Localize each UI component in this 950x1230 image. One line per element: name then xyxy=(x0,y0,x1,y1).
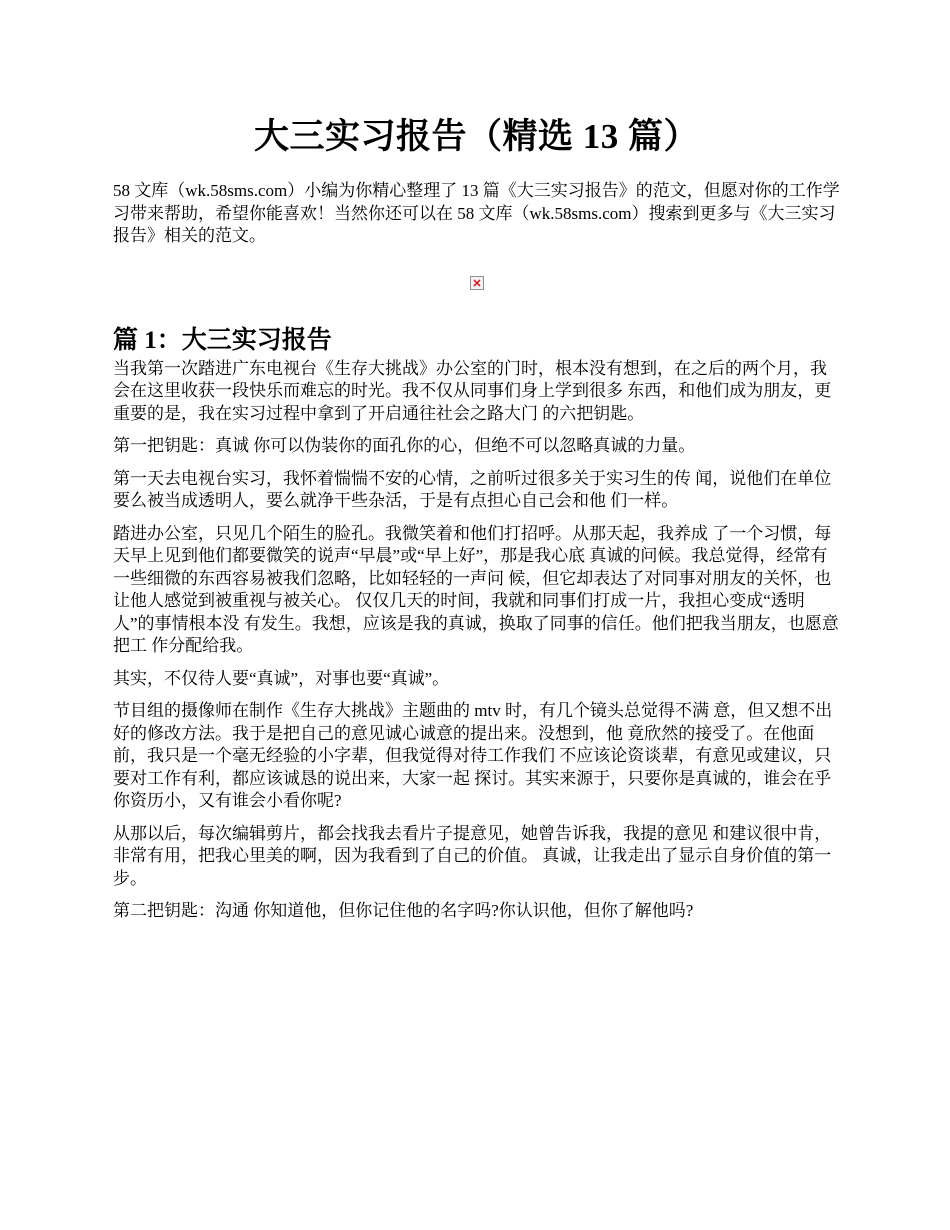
article-body xyxy=(113,358,840,923)
document-title: 大三实习报告（精选 13 篇） xyxy=(253,117,699,156)
body-paragraph: 从那以后，每次编辑剪片，都会找我去看片子提意见，她曾告诉我，我提的意见 和建议很中肯，非常有用，把我心里美的啊，因为我看到了自己的价值。 真诚，让我走出了显示自身价值的第一步。 xyxy=(113,823,832,888)
section-heading: 篇 1：大三实习报告 xyxy=(113,326,332,354)
body-paragraph: 第一天去电视台实习，我怀着惴惴不安的心情，之前听过很多关于实习生的传 闻，说他们在单位要么被当成透明人，要么就净干些杂活，于是有点担心自己会和他 们一样。 xyxy=(113,468,832,510)
intro-paragraph: 58 文库（wk.58sms.com）小编为你精心整理了 13 篇《大三实习报告》的范文，但愿对你的工作学习带来帮助，希望你能喜欢！当然你还可以在 58 文库（wk.58sms.com）搜索到更多与《大三实习报告》相关的范文。 xyxy=(113,181,840,245)
body-paragraph: 踏进办公室，只见几个陌生的脸孔。我微笑着和他们打招呼。从那天起，我养成 了一个习惯，每天早上见到他们都要微笑的说声“早晨”或“早上好”，那是我心底 真诚的问候。我总觉得，经常有一些细微的东西容易被我们忽略，比如轻轻的一声问 候，但它却表达了对同事对朋友的关怀，也让他人感觉到被重视与被关心。 仅仅几天的时间，我就和同事们打成一片，我担心变成“透明人”的事情根本没 有发生。我想，应该是我的真诚，换取了同事的信任。他们把我当朋友，也愿意把工 作分配给我。 xyxy=(113,523,839,655)
body-paragraph: 当我第一次踏进广东电视台《生存大挑战》办公室的门时，根本没有想到，在之后的两个月，我会在这里收获一段快乐而难忘的时光。我不仅从同事们身上学到很多 东西，和他们成为朋友，更重要的是，我在实习过程中拿到了开启通往社会之路大门 的六把钥匙。 xyxy=(113,358,832,423)
red-x-icon xyxy=(473,279,481,287)
broken-image-icon xyxy=(470,276,484,290)
body-paragraph: 节目组的摄像师在制作《生存大挑战》主题曲的 mtv 时，有几个镜头总觉得不满 意，但又想不出好的修改方法。我于是把自己的意见诚心诚意的提出来。没想到，他 竟欣然的接受了。在他面前，我只是一个毫无经验的小字辈，但我觉得对待工作我们 不应该论资谈辈，有意见或建议，只要对工作有利，都应该诚恳的说出来，大家一起 探讨。其实来源于，只要你是真诚的，谁会在乎你资历小，又有谁会小看你呢? xyxy=(113,701,833,810)
image-container xyxy=(113,272,840,294)
body-paragraph: 第一把钥匙：真诚 你可以伪装你的面孔你的心，但绝不可以忽略真诚的力量。 xyxy=(113,436,696,455)
document-page xyxy=(113,112,840,923)
body-paragraph: 其实，不仅待人要“真诚”，对事也要“真诚”。 xyxy=(113,668,450,688)
body-paragraph: 第二把钥匙：沟通 你知道他，但你记住他的名字吗?你认识他，但你了解他吗? xyxy=(113,901,694,920)
